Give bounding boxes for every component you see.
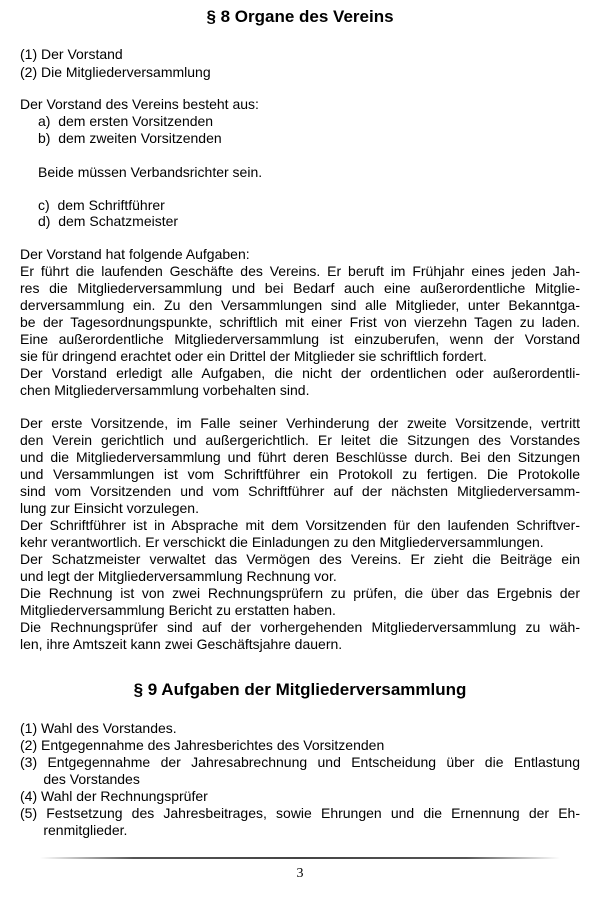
section-9-item: des Vorstandes: [20, 771, 140, 787]
duties-line: Er führt die laufenden Geschäfte des Vereins. Er beruft im Frühjahr eines jeden Jah-: [20, 263, 580, 279]
roles-line: Die Rechnung ist von zwei Rechnungsprüfern zu prüfen, die über das Ergebnis der: [20, 585, 580, 601]
board-member-c: c) dem Schriftführer: [38, 197, 165, 213]
board-intro: Der Vorstand des Vereins besteht aus:: [20, 96, 259, 112]
duties-line: be der Tagesordnungspunkte, schriftlich mit einer Frist von vierzehn Tagen zu laden.: [20, 314, 580, 330]
footer-rule: [40, 857, 560, 859]
roles-line: und die Mitgliederversammlung und führt deren Beschlüsse durch. Bei den Sitzungen: [20, 449, 580, 465]
section-9-item: (2) Entgegennahme des Jahresberichtes des Vorsitzenden: [20, 737, 385, 753]
roles-line: und legt der Mitgliederversammlung Rechnung vor.: [20, 568, 337, 584]
roles-line: Die Rechnungsprüfer sind auf der vorhergehenden Mitgliederversammlung zu wäh-: [20, 619, 580, 635]
referee-note: Beide müssen Verbandsrichter sein.: [38, 164, 263, 180]
duties-line: Der Vorstand erledigt alle Aufgaben, die nicht der ordentlichen oder außerordentli-: [20, 365, 580, 381]
roles-line: Der Schatzmeister verwaltet das Vermögen des Vereins. Er zieht die Beiträge ein: [20, 551, 580, 567]
duties-line: res die Mitgliederversammlung und bei Bedarf auch eine außerordentliche Mitglie-: [20, 280, 580, 296]
roles-line: kehr verantwortlich. Er verschickt die Einladungen zu den Mitgliederversammlungen.: [20, 534, 544, 550]
section-9-item: (5) Festsetzung des Jahresbeitrages, sowie Ehrungen und die Ernennung der Eh-: [20, 805, 580, 821]
section-9-item: (4) Wahl der Rechnungsprüfer: [20, 788, 208, 804]
section-9-item: (3) Entgegennahme der Jahresabrechnung und Entscheidung über die Entlastung: [20, 754, 580, 770]
page-number: 3: [296, 866, 304, 881]
board-member-d: d) dem Schatzmeister: [38, 213, 179, 229]
board-member-b: b) dem zweiten Vorsitzenden: [38, 130, 222, 146]
duties-line: derversammlung ein. Zu den Versammlungen sind alle Mitglieder, unter Bekanntga-: [20, 297, 580, 313]
organ-item-1: (1) Der Vorstand: [20, 46, 123, 62]
roles-line: Mitgliederversammlung Bericht zu erstatten haben.: [20, 602, 336, 618]
roles-line: und Versammlungen ist vom Schriftführer ein Protokoll zu fertigen. Die Protokolle: [20, 466, 580, 482]
board-member-a: a) dem ersten Vorsitzenden: [38, 113, 214, 129]
roles-line: Der Schriftführer ist in Absprache mit dem Vorsitzenden für den laufenden Schriftver-: [20, 517, 580, 533]
duties-line: Der Vorstand hat folgende Aufgaben:: [20, 246, 250, 262]
section-8-heading: § 8 Organe des Vereins: [206, 7, 394, 26]
organ-item-2: (2) Die Mitgliederversammlung: [20, 64, 211, 80]
duties-line: chen Mitgliederversammlung vorbehalten sind.: [20, 382, 310, 398]
duties-line: Eine außerordentliche Mitgliederversammlung ist einzuberufen, wenn der Vorstand: [20, 331, 580, 347]
roles-line: len, ihre Amtszeit kann zwei Geschäftsjahre dauern.: [20, 636, 343, 652]
roles-line: sind vom Vorsitzenden und vom Schriftführer auf der nächsten Mitgliederversamm-: [20, 483, 580, 499]
section-9-heading: § 9 Aufgaben der Mitgliederversammlung: [133, 680, 467, 699]
roles-line: Der erste Vorsitzende, im Falle seiner Verhinderung der zweite Vorsitzende, vertritt: [20, 415, 580, 431]
duties-line: sie für dringend erachtet oder ein Drittel der Mitglieder sie schriftlich fordert.: [20, 348, 487, 364]
section-9-item: (1) Wahl des Vorstandes.: [20, 720, 177, 736]
roles-line: den Verein gerichtlich und außergerichtlich. Er leitet die Sitzungen des Vorstandes: [20, 432, 580, 448]
section-9-item: renmitglieder.: [20, 822, 128, 838]
roles-line: lung zur Einsicht vorzulegen.: [20, 500, 199, 516]
